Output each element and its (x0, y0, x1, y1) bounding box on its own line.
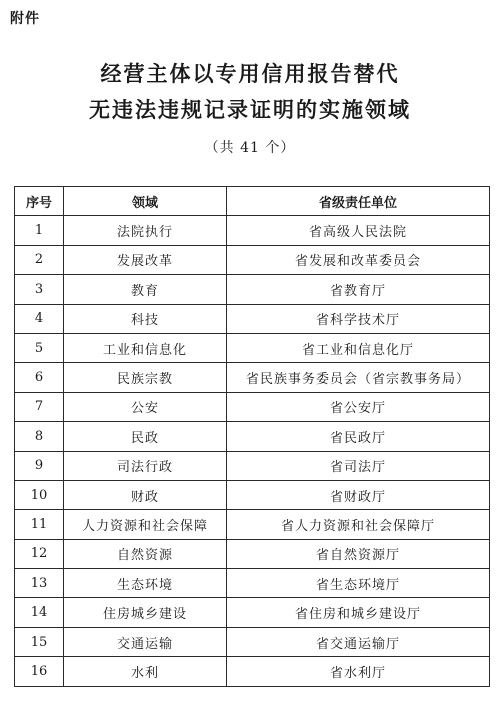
cell-seq: 10 (15, 480, 64, 509)
cell-seq: 2 (15, 245, 64, 274)
table-row (15, 333, 490, 362)
cell-seq: 16 (15, 657, 64, 686)
document-subtitle-count: （共 41 个） (204, 140, 296, 156)
cell-responsible-unit: 省人力资源和社会保障厅 (227, 510, 490, 539)
cell-domain: 法院执行 (64, 216, 227, 245)
cell-seq: 11 (15, 510, 64, 539)
cell-responsible-unit: 省生态环境厅 (227, 569, 490, 598)
cell-seq: 4 (15, 304, 64, 333)
cell-responsible-unit: 省民政厅 (227, 422, 490, 451)
cell-domain: 水利 (64, 657, 227, 686)
cell-seq: 15 (15, 627, 64, 656)
cell-responsible-unit: 省交通运输厅 (227, 627, 490, 656)
table-row (15, 216, 490, 245)
table-row (15, 392, 490, 421)
cell-seq: 9 (15, 451, 64, 480)
table-row (15, 451, 490, 480)
cell-responsible-unit: 省发展和改革委员会 (227, 245, 490, 274)
cell-seq: 1 (15, 216, 64, 245)
cell-responsible-unit: 省水利厅 (227, 657, 490, 686)
cell-seq: 7 (15, 392, 64, 421)
cell-domain: 工业和信息化 (64, 333, 227, 362)
table-body (15, 216, 490, 686)
cell-responsible-unit: 省自然资源厅 (227, 539, 490, 568)
cell-domain: 生态环境 (64, 569, 227, 598)
header-seq: 序号 (15, 187, 64, 216)
cell-seq: 14 (15, 598, 64, 627)
cell-responsible-unit: 省公安厅 (227, 392, 490, 421)
header-domain: 领域 (64, 187, 227, 216)
cell-seq: 3 (15, 275, 64, 304)
table-row (15, 422, 490, 451)
table-row (15, 598, 490, 627)
cell-domain: 司法行政 (64, 451, 227, 480)
cell-seq: 6 (15, 363, 64, 392)
document-title-line-1: 经营主体以专用信用报告替代 (100, 61, 400, 86)
cell-domain: 民政 (64, 422, 227, 451)
cell-seq: 8 (15, 422, 64, 451)
cell-domain: 财政 (64, 480, 227, 509)
table-row (15, 245, 490, 274)
cell-seq: 12 (15, 539, 64, 568)
cell-seq: 5 (15, 333, 64, 362)
table-row (15, 539, 490, 568)
table-header-row (15, 187, 490, 216)
cell-responsible-unit: 省教育厅 (227, 275, 490, 304)
table-row (15, 275, 490, 304)
table-row (15, 569, 490, 598)
cell-domain: 住房城乡建设 (64, 598, 227, 627)
document-title-line-2: 无违法违规记录证明的实施领域 (89, 97, 411, 122)
cell-responsible-unit: 省高级人民法院 (227, 216, 490, 245)
attachment-label: 附件 (10, 11, 40, 27)
cell-domain: 公安 (64, 392, 227, 421)
table-row (15, 627, 490, 656)
cell-domain: 交通运输 (64, 627, 227, 656)
table-row (15, 304, 490, 333)
cell-seq: 13 (15, 569, 64, 598)
cell-responsible-unit: 省民族事务委员会（省宗教事务局） (227, 363, 490, 392)
cell-responsible-unit: 省工业和信息化厅 (227, 333, 490, 362)
cell-responsible-unit: 省科学技术厅 (227, 304, 490, 333)
cell-domain: 人力资源和社会保障 (64, 510, 227, 539)
cell-domain: 科技 (64, 304, 227, 333)
header-responsible-unit: 省级责任单位 (227, 187, 490, 216)
cell-domain: 发展改革 (64, 245, 227, 274)
table-row (15, 480, 490, 509)
table-row (15, 363, 490, 392)
cell-responsible-unit: 省住房和城乡建设厅 (227, 598, 490, 627)
cell-domain: 民族宗教 (64, 363, 227, 392)
table-row (15, 657, 490, 686)
table-row (15, 510, 490, 539)
cell-responsible-unit: 省司法厅 (227, 451, 490, 480)
cell-domain: 教育 (64, 275, 227, 304)
cell-domain: 自然资源 (64, 539, 227, 568)
cell-responsible-unit: 省财政厅 (227, 480, 490, 509)
domains-table (14, 186, 490, 687)
